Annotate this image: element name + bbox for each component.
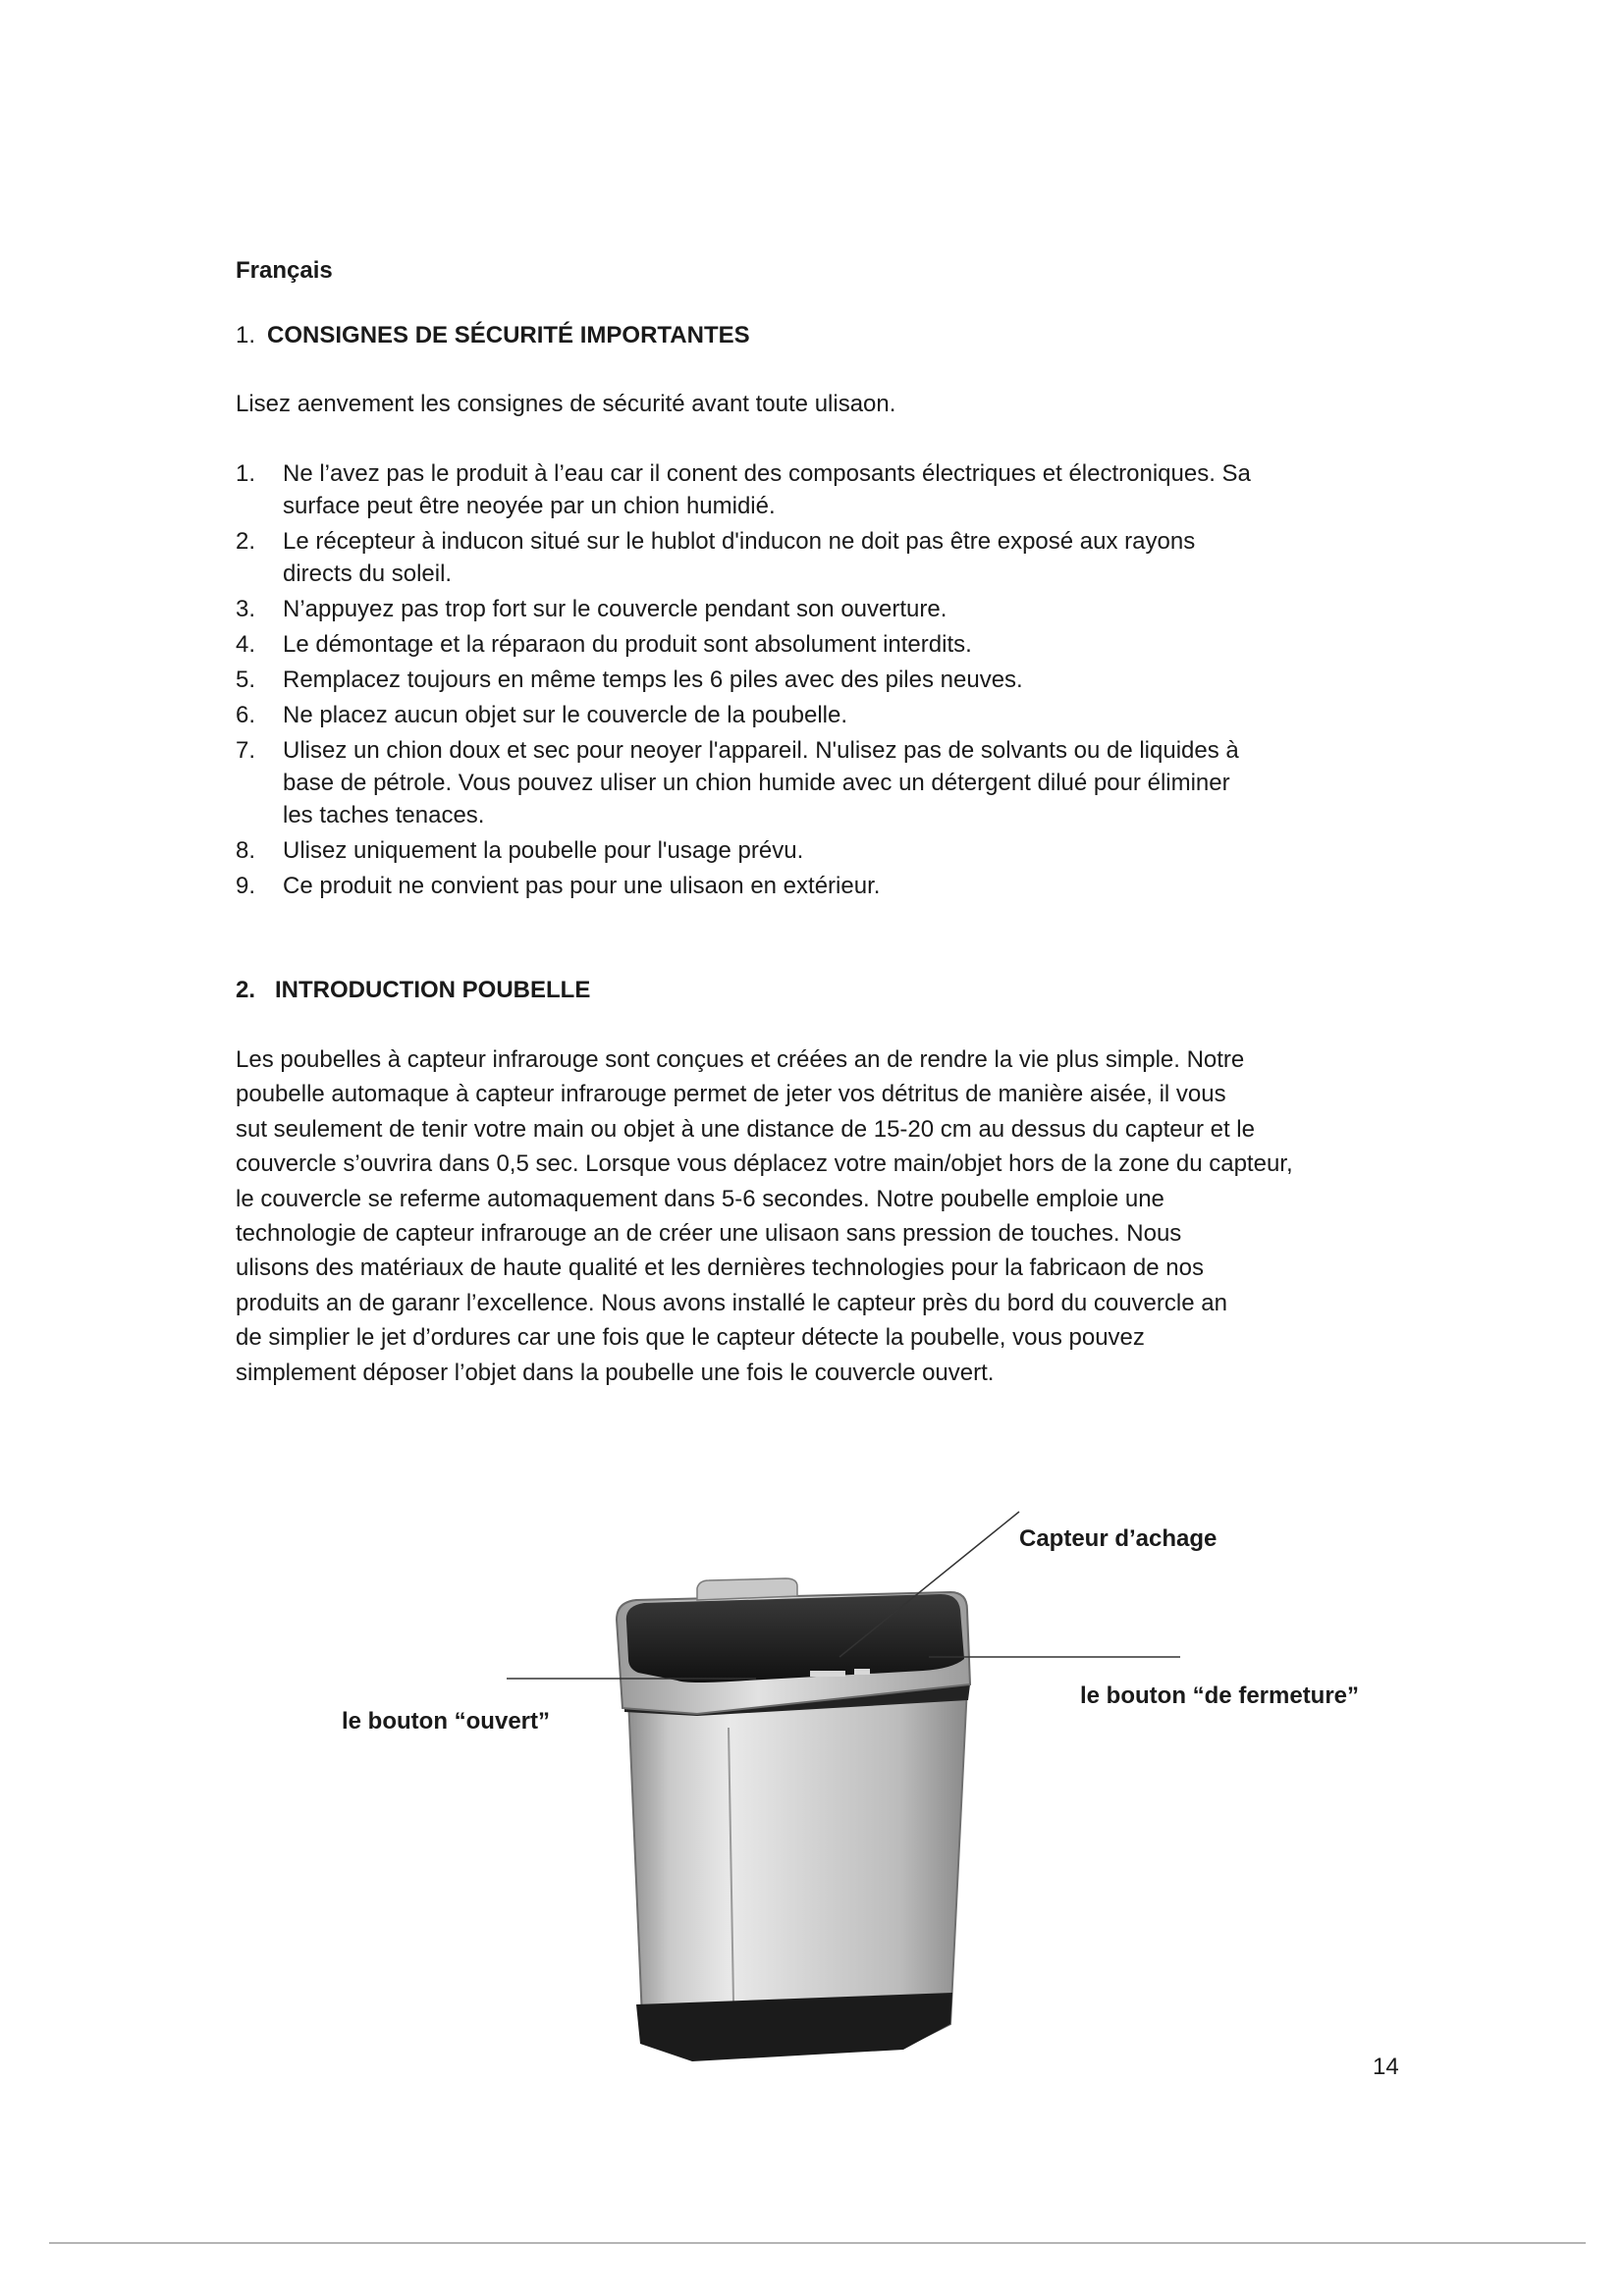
bin-base [636,1993,952,2061]
item-line: Le récepteur à inducon situé sur le hublot d'inducon ne doit pas être exposé aux rayons [283,528,1196,555]
item-number: 1. [236,460,256,487]
item-number: 2. [236,528,256,555]
item-number: 7. [236,737,256,764]
section-2-number: 2. [236,977,256,1003]
item-number: 9. [236,873,256,899]
item-line: Ne placez aucun objet sur le couvercle de la poubelle. [283,702,848,728]
paragraph-line: couvercle s’ouvrira dans 0,5 sec. Lorsque vous déplacez votre main/objet hors de la zone du capteur, [236,1150,1293,1178]
paragraph-line: poubelle automaque à capteur infrarouge permet de jeter vos détritus de manière aisée, il vous [236,1081,1226,1108]
footer-divider [49,2242,1586,2244]
section-1-number: 1. [236,322,256,348]
item-line: N’appuyez pas trop fort sur le couvercle pendant son ouverture. [283,596,947,622]
close-button-label: le bouton “de fermeture” [1080,1682,1360,1709]
item-line: les taches tenaces. [283,802,485,828]
section-2-title: INTRODUCTION POUBELLE [275,977,591,1003]
item-line: directs du soleil. [283,561,453,587]
page-number: 14 [1373,2054,1399,2080]
item-number: 6. [236,702,256,728]
paragraph-line: sut seulement de tenir votre main ou objet à une distance de 15-20 cm au dessus du capteur et le [236,1115,1255,1143]
section-1-title: CONSIGNES DE SÉCURITÉ IMPORTANTES [267,322,750,348]
item-line: Ulisez un chion doux et sec pour neoyer l'appareil. N'ulisez pas de solvants ou de liquides à [283,737,1239,764]
lid-handle [697,1578,797,1600]
paragraph-line: produits an de garanr l’excellence. Nous avons installé le capteur près du bord du couvercle an [236,1289,1227,1316]
language-heading: Français [236,257,333,284]
item-number: 4. [236,631,256,658]
safety-intro: Lisez aenvement les consignes de sécurité avant toute ulisaon. [236,391,896,417]
item-number: 3. [236,596,256,622]
paragraph-line: de simplier le jet d’ordures car une fois que le capteur détecte la poubelle, vous pouvez [236,1324,1145,1352]
item-number: 8. [236,837,256,864]
sensor-window [810,1671,845,1677]
item-line: Remplacez toujours en même temps les 6 piles avec des piles neuves. [283,667,1023,693]
paragraph-line: technologie de capteur infrarouge an de créer une ulisaon sans pression de touches. Nous [236,1220,1182,1248]
paragraph-line: simplement déposer l’objet dans la poubelle une fois le couvercle ouvert. [236,1359,995,1386]
paragraph-line: le couvercle se referme automaquement dans 5-6 secondes. Notre poubelle emploie une [236,1185,1164,1212]
item-number: 5. [236,667,256,693]
sensor-label: Capteur d’achage [1019,1525,1218,1552]
lid-top [626,1594,964,1682]
paragraph-line: Les poubelles à capteur infrarouge sont conçues et créées an de rendre la vie plus simple. Notre [236,1046,1245,1073]
open-button-label: le bouton “ouvert” [342,1708,550,1735]
item-line: Ce produit ne convient pas pour une ulisaon en extérieur. [283,873,881,899]
item-line: Ne l’avez pas le produit à l’eau car il conent des composants électriques et électroniques. Sa [283,460,1251,487]
item-line: Le démontage et la réparaon du produit sont absolument interdits. [283,631,972,658]
item-line: base de pétrole. Vous pouvez uliser un chion humide avec un détergent dilué pour éliminer [283,770,1230,796]
paragraph-line: ulisons des matériaux de haute qualité et les dernières technologies pour la fabricaon de nos [236,1255,1204,1282]
item-line: surface peut être neoyée par un chion humidié. [283,493,776,519]
close-button-window [854,1669,870,1675]
item-line: Ulisez uniquement la poubelle pour l'usage prévu. [283,837,804,864]
